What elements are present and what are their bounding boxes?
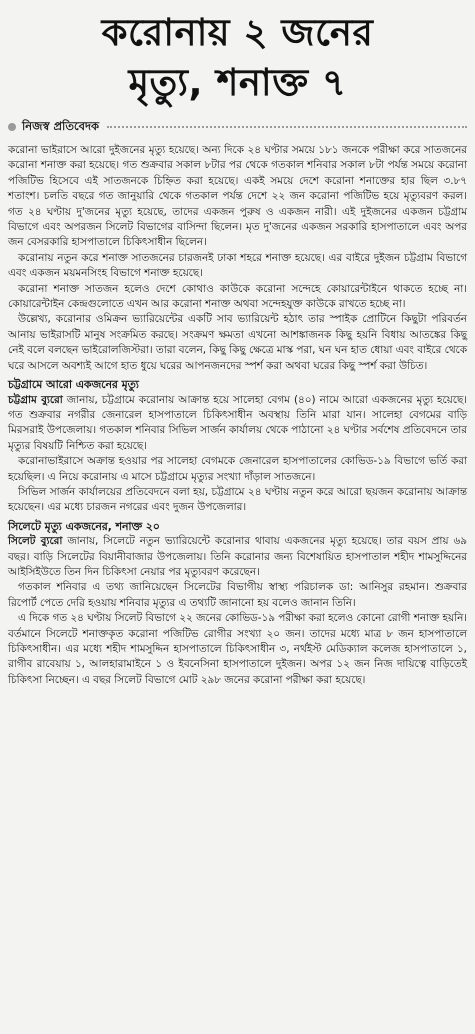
dateline-chattogram: চট্টগ্রাম ব্যুরো: [8, 393, 63, 406]
paragraph-text: জানায়, সিলেটে নতুন ভ্যারিয়েন্টে করোনার থাবায় একজনের মৃত্যু হয়েছে। তার বয়স প্রায় ৬৯ বছর। বাড়ি সিলেটের বিয়ানীবাজার উপজেলায়। তিনি করোনার জন্য বিশেষায়িত হাসপাতাল শহীদ শামসুদ্দিনের আইসিইউতে তিন দিন চিকিৎসা নেয়ার পর মৃত্যুবরণ করেছেন।: [8, 535, 467, 578]
paragraph: উল্লেখ্য, করোনার ওমিক্রন ভ্যারিয়েন্টের একটি সাব ভ্যারিয়েন্ট হঠাৎ তার স্পাইক প্রোটিনে কিছুটা পরিবর্তন আনায় ভাইরাসটি মানুষ সংক্রমিত করছে। সংক্রমণ ক্ষমতা এখনো আশঙ্কাজনক কিছু হয়নি বিধায় আতঙ্কের কিছু নেই বলে বলছেন ভাইরোলজিস্টরা। তারা বলেন, কিছু কিছু ক্ষেত্রে মাস্ক পরা, ঘন ঘন হাত ধোয়া এবং বাইরে থেকে ঘরে আসলে অবশ্যই আগে হাত ধুয়ে ঘরের আপনজনদের স্পর্শ করা অথবা ঘরের কিছু স্পর্শ করা উচিত।: [8, 313, 467, 372]
subhead-sylhet: সিলেটে মৃত্যু একজনের, শনাক্ত ২০: [8, 519, 160, 533]
dotted-divider: [107, 126, 467, 128]
paragraph: করোনায় নতুন করে শনাক্ত সাতজনের চারজনই ঢাকা শহরে শনাক্ত হয়েছে। এর বাইরে দুইজন চট্টগ্রাম বিভাগে এবং একজন ময়মনসিংহ বিভাগে শনাক্ত হয়েছে।: [8, 251, 467, 280]
paragraph: এ দিকে গত ২৪ ঘণ্টায় সিলেট বিভাগে ২২ জনের কোভিড-১৯ পরীক্ষা করা হলেও কোনো রোগী শনাক্ত হয়নি। বর্তমানে সিলেটে শনাক্তকৃত করোনা পজিটিভ রোগীর সংখ্যা ২০ জন। তাদের মধ্যে মাত্র ৮ জন হাসপাতালে চিকিৎসাধীন। এর মধ্যে শহীদ শামসুদ্দিন হাসপাতালে চিকিৎসাধীন ৩, নর্থইস্ট মেডিক্যাল কলেজ হাসপাতালে ১, রাগীব রাবেয়ায় ১, আলহারামাইনে ১ ও ইবনেসিনা হাসপাতালে দুইজন। অপর ১২ জন নিজ দায়িত্বে বাড়িতেই চিকিৎসা নিচ্ছেন। এ বছর সিলেট বিভাগে মোট ২৯৮ জনের করোনা পরীক্ষা করা হয়েছে।: [8, 612, 467, 686]
article-body: [8, 143, 467, 688]
headline: [8, 0, 467, 108]
paragraph: করোনাভাইরাসে অক্রান্ত হওয়ার পর সালেহা বেগমকে জেনারেল হাসপাতালের কোভিড-১৯ বিভাগে ভর্তি করা হয়েছিল। এ নিয়ে করোনায় এ মাসে চট্টগ্রামে মৃত্যুর সংখ্যা দাঁড়াল সাতজনে।: [8, 455, 467, 483]
dateline-sylhet: সিলেট ব্যুরো: [8, 535, 63, 548]
paragraph: [8, 534, 467, 580]
paragraph: গতকাল শনিবার এ তথ্য জানিয়েছেন সিলেটের বিভাগীয় স্বাস্থ্য পরিচালক ডা: আনিসুর রহমান। শুক্রবার রিপোর্ট পেতে দেরি হওয়ায় শনিবার মৃত্যুর এ তথ্যটি জানানো হয় বলেও জানান তিনি।: [8, 581, 467, 609]
paragraph: সিভিল সার্জন কার্যালয়ের প্রতিবেদনে বলা হয়, চট্টগ্রামে ২৪ ঘণ্টায় নতুন করে আরো ছয়জন করোনায় আক্রান্ত হয়েছেন। এর মধ্যে চারজন নগরের এবং দুজন উপজেলার।: [8, 485, 467, 514]
headline-line-2: মৃত্যু, শনাক্ত ৭: [128, 61, 347, 104]
bullet-dot-icon: [8, 123, 16, 131]
headline-line-1: করোনায় ২ জনের: [101, 11, 374, 54]
paragraph-text: জানায়, চট্টগ্রামে করোনায় আক্রান্ত হয়ে সালেহা বেগম (৪০) নামে আরো একজনের মৃত্যু হয়েছে। গত শুক্রবার নগরীর জেনারেল হাসপাতালে চিকিৎসাধীন অবস্থায় তিনি মারা যান। সালেহা বেগমের বাড়ি মিরসরাই উপজেলায়। গতকাল শনিবার সিভিল সার্জন কার্যালয় থেকে পাঠানো ২৪ ঘণ্টার সর্বশেষ প্রতিবেদনে তার মৃত্যুর বিষয়টি নিশ্চিত করা হয়েছে।: [8, 393, 467, 452]
paragraph: করোনা ভাইরাসে আরো দুইজনের মৃত্যু হয়েছে। অন্য দিকে ২৪ ঘণ্টার সময়ে ১৮১ জনকে পরীক্ষা করে সাতজনের করোনা শনাক্ত করা হয়েছে। গত শুক্রবার সকাল ৮টার পর থেকে গতকাল শনিবার সকাল ৮টা পর্যন্ত সময়ে করোনা পজিটিভ হিসেবে এই সাতজনকে চিহ্নিত করা হয়েছে। একই সময়ে দেশে করোনা শনাক্তের হার ছিল ৩.৮৭ শতাংশ। চলতি বছরে গত জানুয়ারি থেকে গতকাল পর্যন্ত দেশে ২২ জন করোনা পজিটিভ হয়ে মৃত্যুবরণ করল। গত ২৪ ঘণ্টায় দু'জনের মৃত্যু হয়েছে, তাদের একজন পুরুষ ও একজন নারী। এই দুইজনের একজন চট্টগ্রাম বিভাগে এবং অপরজন সিলেট বিভাগের বাসিন্দা ছিলেন। মৃত দু'জনের একজন সরকারি হাসপাতালে এবং অপর জন বেসরকারি হাসপাতালে চিকিৎসাধীন ছিলেন।: [8, 144, 467, 249]
paragraph: [8, 393, 467, 455]
byline-row: [8, 117, 467, 137]
subhead-chattogram: চট্টগ্রামে আরো একজনের মৃত্যু: [8, 378, 139, 392]
byline: নিজস্ব প্রতিবেদক: [22, 118, 100, 133]
paragraph: করোনা শনাক্ত সাতজন হলেও দেশে কোথাও কাউকে করোনা সন্দেহে কোয়ারেন্টাইনে থাকতে হচ্ছে না। কোয়ারেন্টাইন কেন্দ্রগুলোতে এখন আর করোনা শনাক্ত অথবা সন্দেহযুক্ত কাউকে রাখতে হচ্ছে না।: [8, 282, 467, 311]
